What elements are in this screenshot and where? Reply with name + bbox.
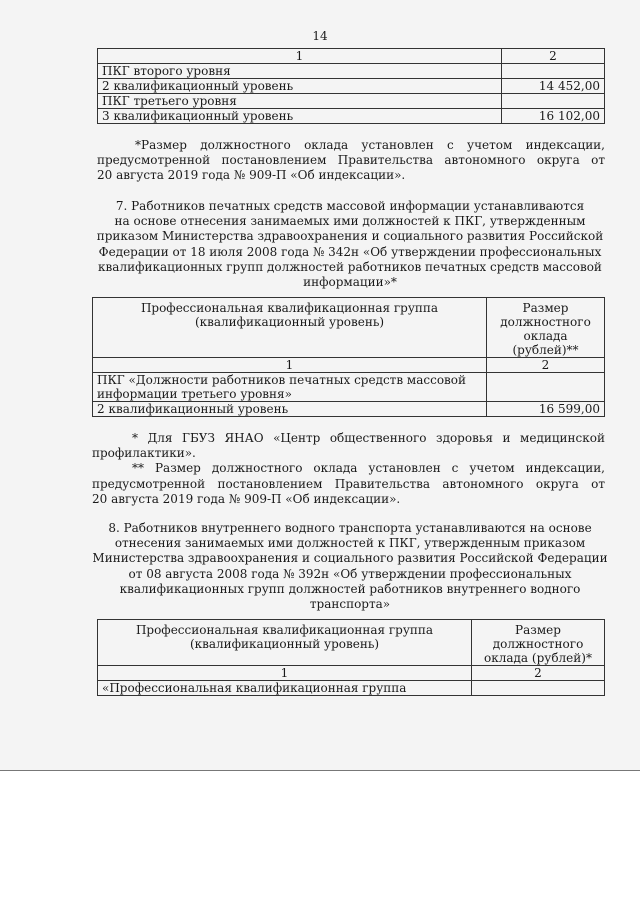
table-row (93, 373, 605, 402)
col-header-group: Профессиональная квалификационная группа (квалификационный уровень) (98, 620, 472, 666)
table-row (98, 94, 605, 109)
table-row (98, 79, 605, 94)
row-label: 2 квалификационный уровень (93, 402, 487, 417)
col-header-salary: Размер должностного оклада (рублей)** (487, 298, 605, 358)
col-number-1: 1 (93, 358, 487, 373)
row-label: 2 квалификационный уровень (98, 79, 502, 94)
col-header-salary: Размер должностного оклада (рублей)* (472, 620, 605, 666)
table-header-row (93, 298, 605, 358)
row-value (472, 681, 605, 696)
row-value (502, 94, 605, 109)
footnote-1: *Размер должностного оклада установлен с учетом индексации, предусмотренной постановлением Правительства автономного округа от 20 августа 2019 года № 909-П «Об индексации». (97, 138, 605, 183)
table-row (98, 681, 605, 696)
row-label: 3 квалификационный уровень (98, 109, 502, 124)
row-value: 16 102,00 (502, 109, 605, 124)
row-value: 16 599,00 (487, 402, 605, 417)
table-row (98, 64, 605, 79)
row-value (487, 373, 605, 402)
col-number-1: 1 (98, 666, 472, 681)
row-value (502, 64, 605, 79)
row-value: 14 452,00 (502, 79, 605, 94)
footnote-2: * Для ГБУЗ ЯНАО «Центр общественного здоровья и медицинской профилактики». ** Размер должностного оклада установлен с учетом индексации, предусмотренной постановлением Правительства автономного округа от 20 августа 2019 года № 909-П «Об индексации». (92, 431, 605, 506)
row-label: «Профессиональная квалификационная группа (98, 681, 472, 696)
table-row (93, 402, 605, 417)
col-number-2: 2 (487, 358, 605, 373)
salary-table-1 (97, 48, 605, 124)
row-label: ПКГ второго уровня (98, 64, 502, 79)
row-label: ПКГ «Должности работников печатных средств массовой информации третьего уровня» (93, 373, 487, 402)
table-row (98, 109, 605, 124)
page-number: 14 (312, 29, 328, 43)
table-number-row (93, 358, 605, 373)
col-number-2: 2 (472, 666, 605, 681)
salary-table-2 (92, 297, 605, 417)
section-7-heading: 7. Работников печатных средств массовой информации устанавливаются на основе отнесения занимаемых ими должностей к ПКГ, утвержденным приказом Министерства здравоохранения и социального развития Российской Федерации от 18 июля 2008 года № 342н «Об утверждении профессиональных квалификационных групп должностей работников печатных средств массовой информации»* (96, 199, 604, 290)
row-label: ПКГ третьего уровня (98, 94, 502, 109)
table-number-row (98, 666, 605, 681)
table-header-row (98, 49, 605, 64)
table-header-row (98, 620, 605, 666)
salary-table-3 (97, 619, 605, 696)
col-number-2: 2 (502, 49, 605, 64)
section-8-heading: 8. Работников внутреннего водного транспорта устанавливаются на основе отнесения занимаемых ими должностей к ПКГ, утвержденным приказом Министерства здравоохранения и социального развития Российской Федерации от 08 августа 2008 года № 392н «Об утверждении профессиональных квалификационных групп должностей работников внутреннего водного транспорта» (92, 521, 608, 612)
col-number-1: 1 (98, 49, 502, 64)
col-header-group: Профессиональная квалификационная группа (квалификационный уровень) (93, 298, 487, 358)
